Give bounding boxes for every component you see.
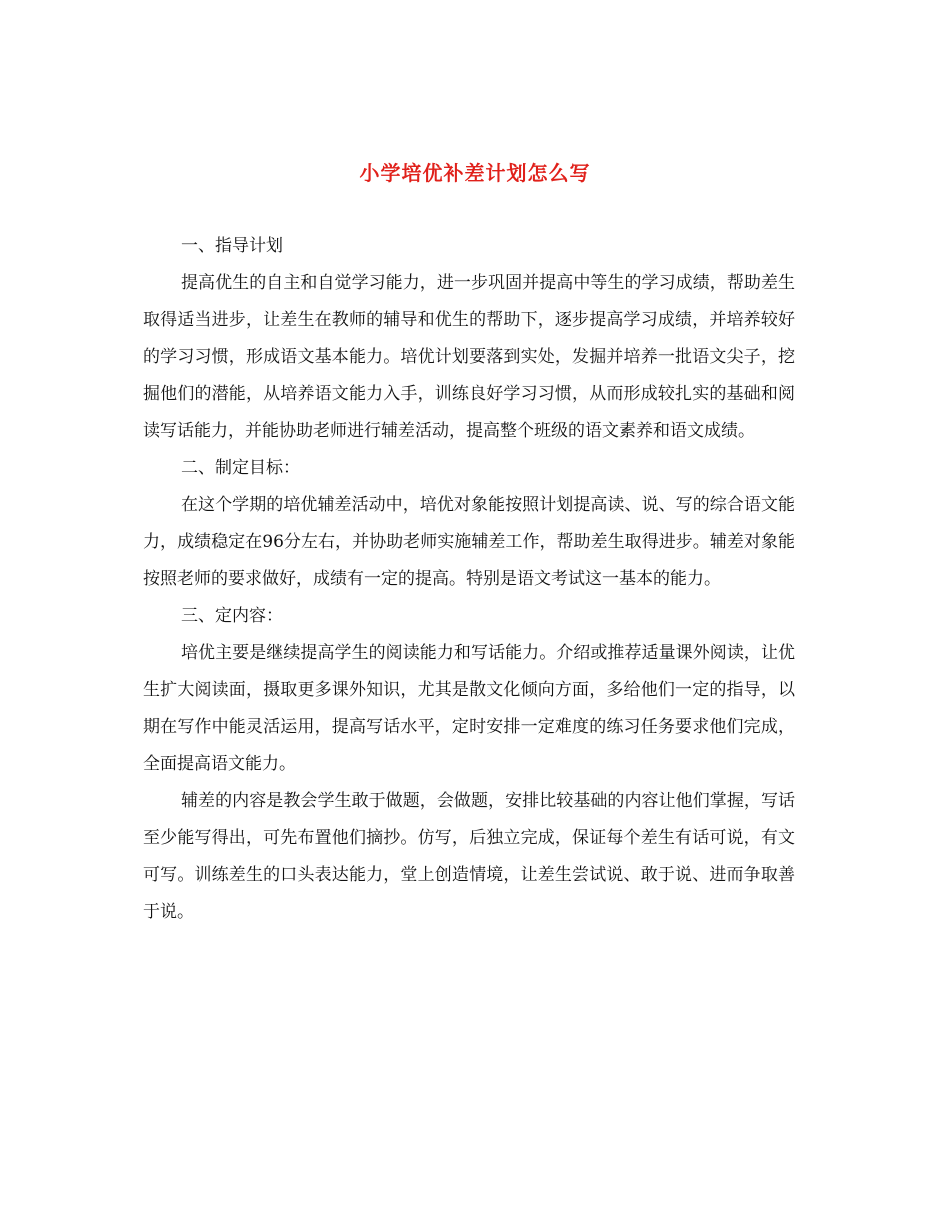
section-set-goals bbox=[143, 450, 795, 598]
section-set-content bbox=[143, 598, 795, 931]
paragraph: 培优主要是继续提高学生的阅读能力和写话能力。介绍或推荐适量课外阅读，让优生扩大阅读面，摄取更多课外知识，尤其是散文化倾向方面，多给他们一定的指导，以期在写作中能灵活运用，提高写话水平，定时安排一定难度的练习任务要求他们完成，全面提高语文能力。 bbox=[143, 643, 795, 774]
section-guidance-plan bbox=[143, 228, 795, 450]
section-heading: 二、制定目标： bbox=[181, 458, 300, 478]
paragraph: 提高优生的自主和自觉学习能力，进一步巩固并提高中等生的学习成绩，帮助差生取得适当进步，让差生在教师的辅导和优生的帮助下，逐步提高学习成绩，并培养较好的学习习惯，形成语文基本能力。培优计划要落到实处，发掘并培养一批语文尖子，挖掘他们的潜能，从培养语文能力入手，训练良好学习习惯，从而形成较扎实的基础和阅读写话能力，并能协助老师进行辅差活动，提高整个班级的语文素养和语文成绩。 bbox=[143, 273, 795, 441]
section-heading: 一、指导计划 bbox=[181, 236, 283, 256]
document-title: 小学培优补差计划怎么写 bbox=[359, 161, 591, 186]
document-body bbox=[143, 228, 795, 931]
paragraph: 在这个学期的培优辅差活动中，培优对象能按照计划提高读、说、写的综合语文能力，成绩稳定在96分左右，并协助老师实施辅差工作，帮助差生取得进步。辅差对象能按照老师的要求做好，成绩有一定的提高。特别是语文考试这一基本的能力。 bbox=[143, 495, 795, 589]
paragraph: 辅差的内容是教会学生敢于做题，会做题，安排比较基础的内容让他们掌握，写话至少能写得出，可先布置他们摘抄。仿写，后独立完成，保证每个差生有话可说，有文可写。训练差生的口头表达能力，堂上创造情境，让差生尝试说、敢于说、进而争取善于说。 bbox=[143, 791, 795, 922]
section-heading: 三、定内容： bbox=[181, 606, 283, 626]
